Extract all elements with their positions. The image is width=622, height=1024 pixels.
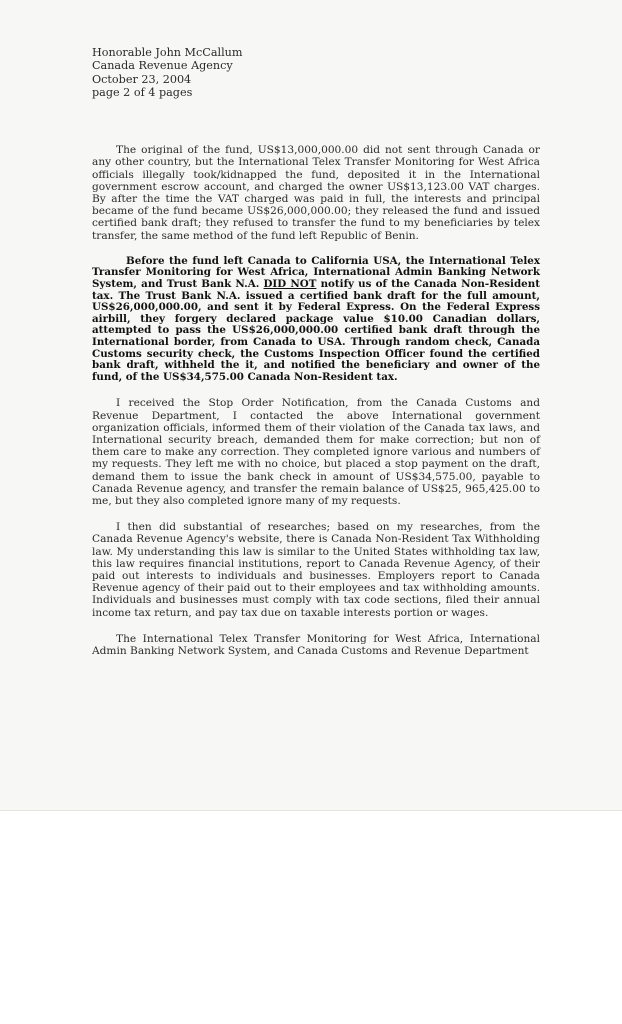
- paragraph-2-underline: DID NOT: [263, 278, 317, 290]
- recipient-name: Honorable John McCallum: [92, 46, 243, 59]
- paragraph-1: The original of the fund, US$13,000,000.00 did not sent through Canada or any other country, but the International Telex Transfer Monitoring for West Africa officials illegally took/kidnapped the fund, deposited it in the International government escrow account, and charged the owner US$13,123.00 VAT charges. By after the time the VAT charged was paid in full, the interests and principal became of the fund became US$26,000,000.00; they released the fund and issued certified bank draft; they refused to transfer the fund to my beneficiaries by telex transfer, the same method of the fund left Republic of Benin.: [92, 144, 540, 242]
- letter-header: [92, 46, 540, 99]
- letter-body: [92, 46, 540, 671]
- paragraph-3: I received the Stop Order Notification, from the Canada Customs and Revenue Department, I contacted the above International government organization officials, informed them of their violation of the Canada tax laws, and International security breach, demanded them for make correction; but non of them care to make any correction. They completed ignore various and numbers of my requests. They left me with no choice, but placed a stop payment on the draft, demand them to issue the bank check in amount of US$34,575.00, payable to Canada Revenue agency, and transfer the remain balance of US$25, 965,425.00 to me, but they also completed ignore many of my requests.: [92, 397, 540, 507]
- letter-date: October 23, 2004: [92, 72, 192, 86]
- paragraph-2: [92, 256, 540, 384]
- page-number: page 2 of 4 pages: [92, 85, 193, 99]
- paragraph-2-start: Before the fund left Canada to California USA, the International Telex Transfer Monitoring for West Africa, International Admin Banking Network System, and Trust Bank N.A.: [92, 254, 540, 290]
- recipient-agency: Canada Revenue Agency: [92, 59, 233, 73]
- paragraph-5: The International Telex Transfer Monitoring for West Africa, International Admin Banking Network System, and Canada Customs and Revenue Department: [92, 632, 540, 657]
- paragraph-2-end: notify us of the Canada Non-Resident tax. The Trust Bank N.A. issued a certified bank draft for the full amount, US$26,000,000.00, and sent it by Federal Express. On the Federal Express airbill, they forgery declared package value $10.00 Canadian dollars, attempted to pass the US$26,000,000.00 certified bank draft through the International border, from Canada to USA. Through random check, Canada Customs security check, the Customs Inspection Officer found the certified bank draft, withheld the it, and notified the beneficiary and owner of the fund, of the US$34,575.00 Canada Non-Resident tax.: [92, 278, 540, 383]
- blank-margin: [0, 811, 622, 1024]
- paragraph-4: I then did substantial of researches; based on my researches, from the Canada Revenue Agency's website, there is Canada Non-Resident Tax Withholding law. My understanding this law is similar to the United States withholding tax law, this law requires financial institutions, report to Canada Revenue Agency, of their paid out interests to individuals and businesses. Employers report to Canada Revenue agency of their paid out to their employees and tax withholding amounts. Individuals and businesses must comply with tax code sections, filed their annual income tax return, and pay tax due on taxable interests portion or wages.: [92, 521, 540, 619]
